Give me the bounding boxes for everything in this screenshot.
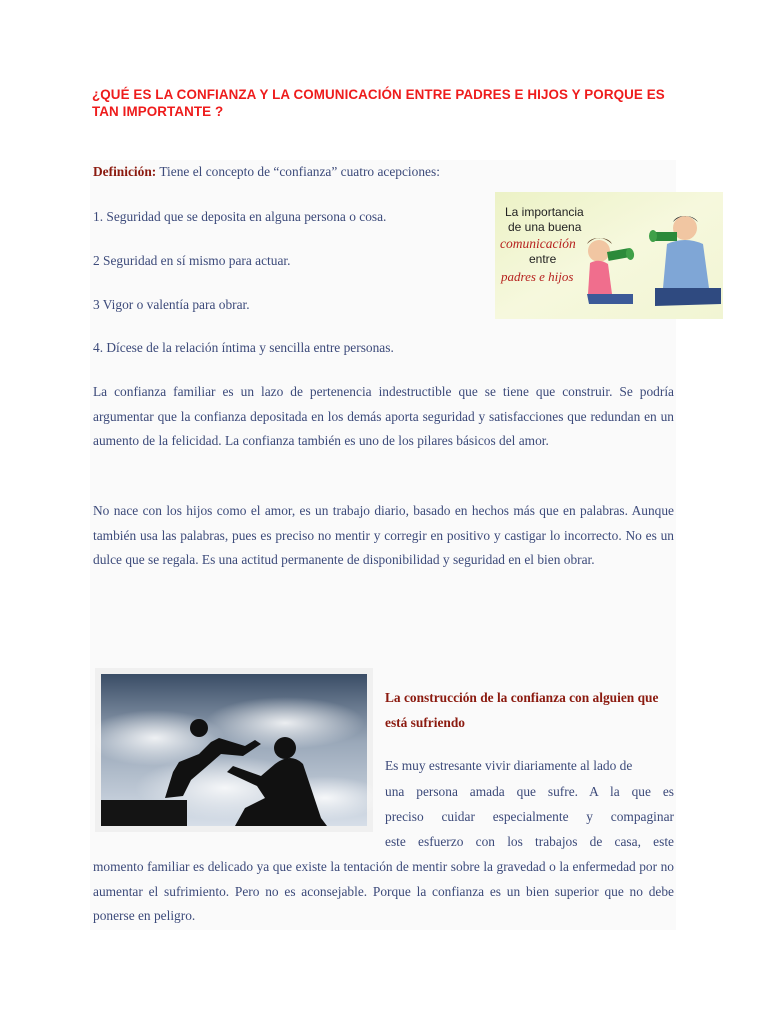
paragraph-2: No nace con los hijos como el amor, es un trabajo diario, basado en hechos más que en palabras. Aunque también usa las palabras, pues es preciso no mentir y corregir en positivo y castigar lo incorrecto. No es un dulce que se regala. Es una actitud permanente de disponibilidad y seguridad en el bien obrar. bbox=[93, 503, 674, 567]
silhouette-photo bbox=[95, 668, 373, 832]
acepcion-2: 2 Seguridad en sí mismo para actuar. bbox=[93, 253, 291, 268]
illustration-line-3: comunicación bbox=[500, 236, 576, 251]
illustration-line-4: entre bbox=[529, 252, 557, 266]
document-title: ¿QUÉ ES LA CONFIANZA Y LA COMUNICACIÓN ENTRE PADRES E HIJOS Y PORQUE ES TAN IMPORTANTE ? bbox=[92, 87, 665, 119]
illustration-line-2: de una buena bbox=[508, 220, 582, 234]
section2-line-2: una persona amada que sufre. A la que es bbox=[385, 784, 674, 799]
paragraph-1: La confianza familiar es un lazo de pertenencia indestructible que se tiene que construir. Se podría argumentar que la confianza depositada en los demás aporta seguridad y satisfacciones que redundan en un aumento de la felicidad. La confianza también es uno de los pilares básicos del amor. bbox=[93, 384, 674, 448]
acepcion-3: 3 Vigor o valentía para obrar. bbox=[93, 297, 250, 312]
illustration-line-5: padres e hijos bbox=[501, 269, 574, 284]
acepcion-1: 1. Seguridad que se deposita en alguna persona o cosa. bbox=[93, 209, 387, 224]
communication-illustration bbox=[495, 192, 723, 319]
section2-line-1: Es muy estresante vivir diariamente al lado de bbox=[385, 758, 633, 773]
section2-line-4: este esfuerzo con los trabajos de casa, este bbox=[385, 834, 674, 849]
illustration-line-1: La importancia bbox=[505, 205, 584, 219]
section2-heading: La construcción de la confianza con alguien que está sufriendo bbox=[385, 690, 659, 730]
definition-line bbox=[93, 160, 493, 185]
definition-text: Tiene el concepto de “confianza” cuatro acepciones: bbox=[156, 164, 440, 179]
definition-label: Definición: bbox=[93, 164, 157, 179]
section2-line-3: preciso cuidar especialmente y compaginar bbox=[385, 809, 674, 824]
section2-paragraph-tail: momento familiar es delicado ya que existe la tentación de mentir sobre la gravedad o la enfermedad por no aumentar el sufrimiento. Pero no es aconsejable. Porque la confianza es un bien superior que no debe ponerse en peligro. bbox=[93, 859, 674, 923]
acepcion-4: 4. Dícese de la relación íntima y sencilla entre personas. bbox=[93, 340, 394, 355]
